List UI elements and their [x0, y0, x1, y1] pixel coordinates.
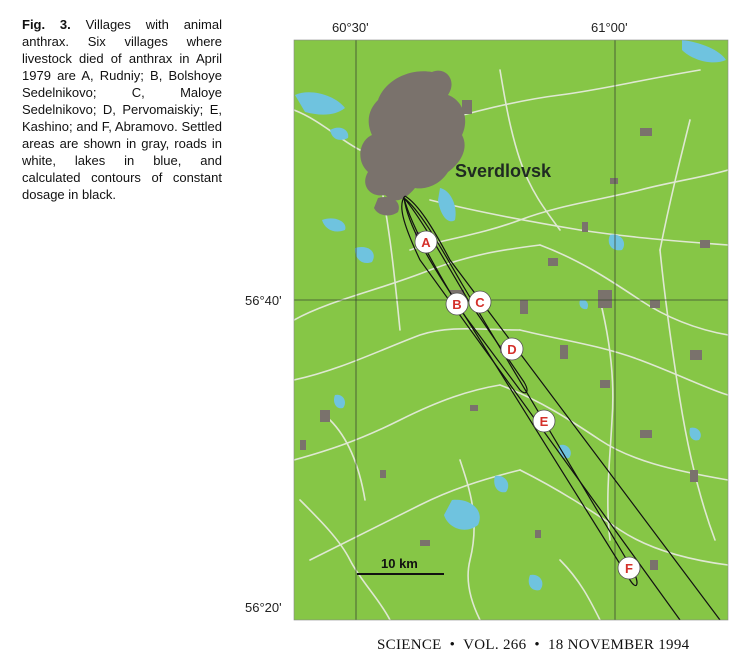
- village-marker-d: [501, 338, 523, 360]
- latitude-label-top: 56°40': [245, 293, 282, 308]
- journal-date: 18 NOVEMBER 1994: [547, 637, 690, 653]
- city-label: Sverdlovsk: [455, 161, 552, 181]
- longitude-label-left: 60°30': [332, 20, 369, 35]
- figure-caption-text: Villages with animal anthrax. Six villages where livestock died of anthrax in April 1979 are A, Rudniy; B, Bolshoye Sedelnikovo; C, Maloye Sedelnikovo; D, Pervomaiskiy; E, Kashino; and F, Abramovo. Settled areas are shown in gray, roads in white, lakes in blue, and calculated contours of constant dosage in black.: [22, 17, 222, 202]
- village-marker-a: [415, 231, 437, 253]
- figure-label: Fig. 3.: [22, 17, 71, 32]
- village-marker-letter: F: [625, 561, 633, 576]
- village-marker-f: [618, 557, 640, 579]
- village-marker-letter: B: [452, 297, 462, 312]
- village-marker-e: [533, 410, 555, 432]
- journal-name: SCIENCE: [377, 637, 442, 653]
- footer-separator: •: [449, 637, 456, 653]
- village-marker-letter: E: [539, 414, 549, 429]
- latitude-label-bottom: 56°20': [245, 600, 282, 615]
- village-marker-c: [469, 291, 491, 313]
- scale-bar-label: 10 km: [381, 556, 418, 571]
- journal-volume: VOL. 266: [463, 637, 527, 653]
- journal-footer: [377, 637, 737, 654]
- village-marker-b: [446, 293, 468, 315]
- village-marker-letter: D: [507, 342, 517, 357]
- village-marker-letter: C: [475, 295, 485, 310]
- village-marker-letter: A: [421, 235, 431, 250]
- footer-separator: •: [534, 637, 540, 653]
- longitude-label-right: 61°00': [591, 20, 628, 35]
